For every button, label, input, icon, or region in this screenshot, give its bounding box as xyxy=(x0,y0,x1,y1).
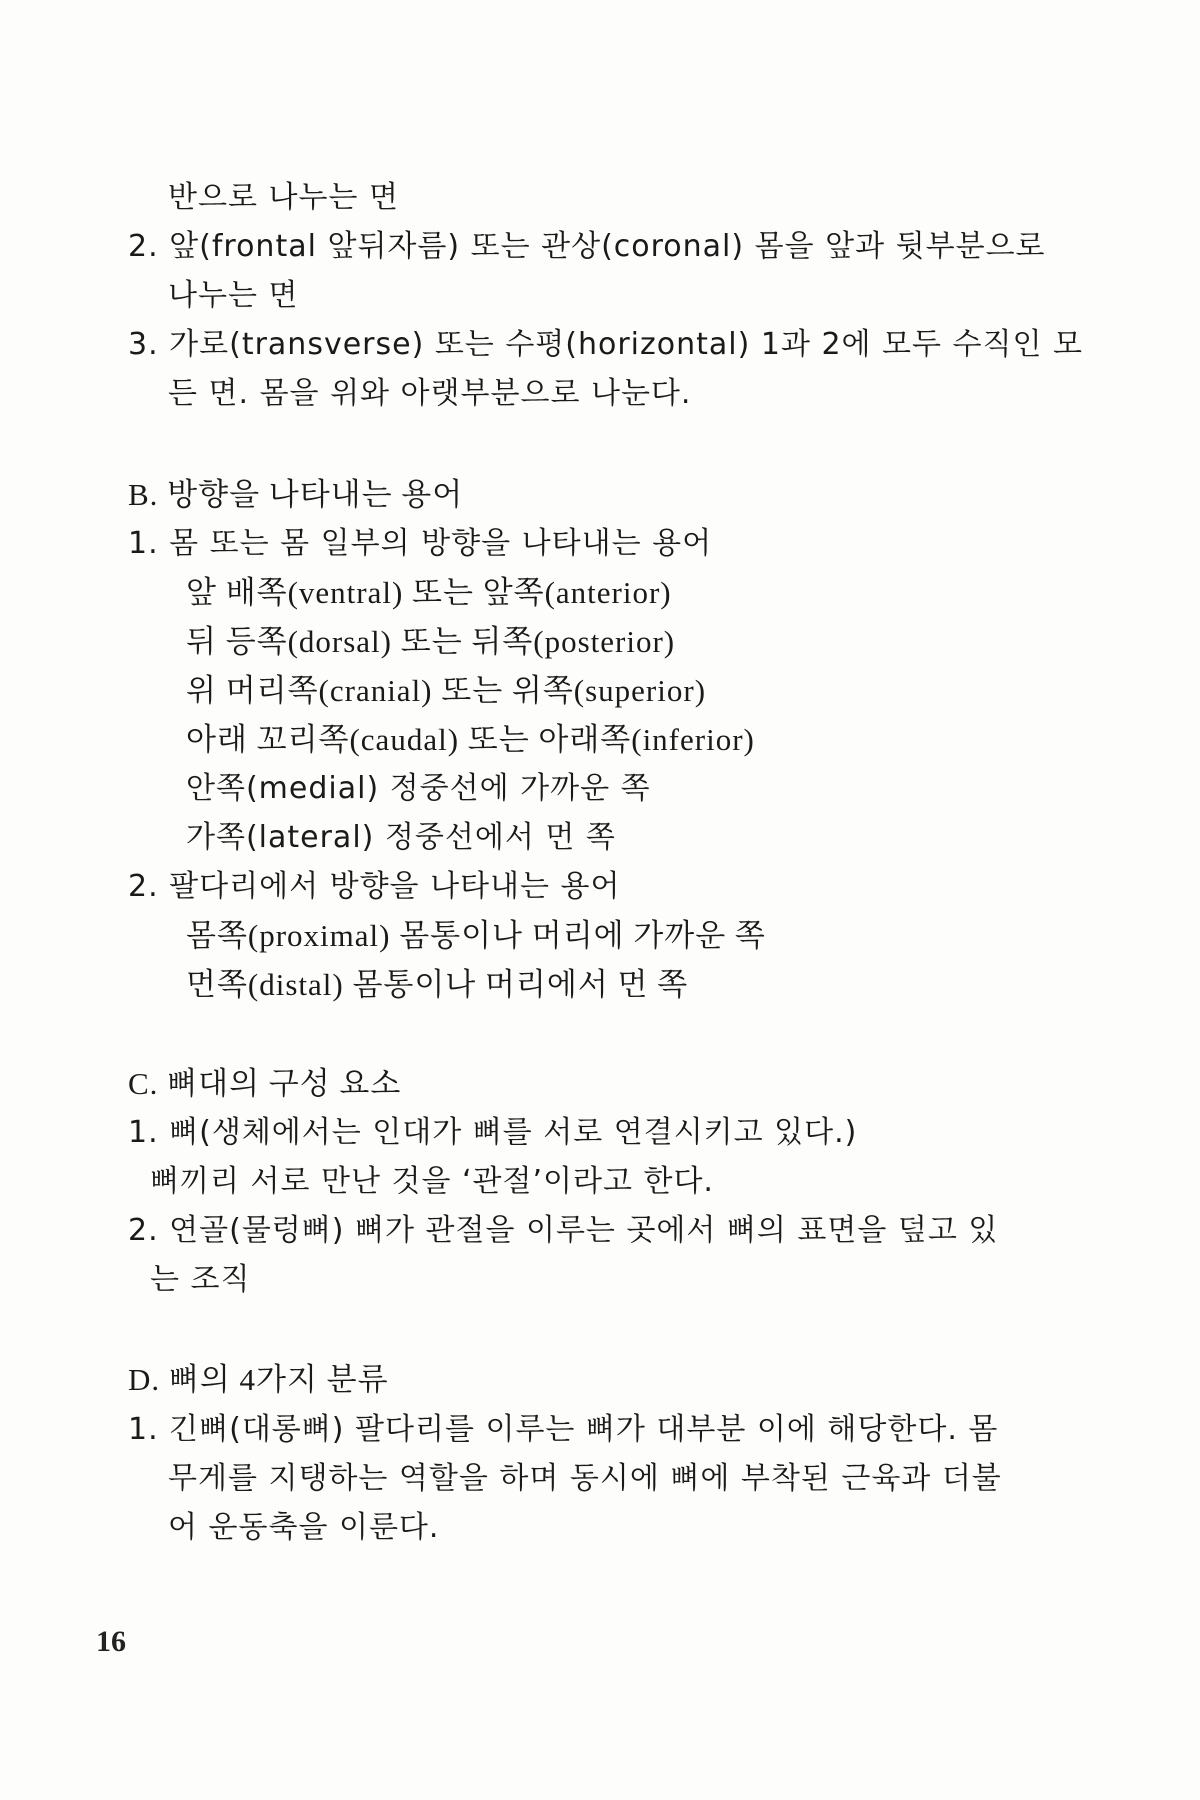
text-line: 뒤 등쪽(dorsal) 또는 뒤쪽(posterior) xyxy=(186,624,676,659)
text-line: 가쪽(lateral) 정중선에서 먼 쪽 xyxy=(186,820,616,855)
text-line: 몸쪽(proximal) 몸통이나 머리에 가까운 쪽 xyxy=(186,918,766,953)
text-line: 는 조직 xyxy=(150,1262,251,1297)
section-heading: D. 뼈의 4가지 분류 xyxy=(128,1362,389,1397)
text-line: 먼쪽(distal) 몸통이나 머리에서 먼 쪽 xyxy=(186,967,689,1002)
text-line: 뼈끼리 서로 만난 것을 ‘관절’이라고 한다. xyxy=(150,1164,714,1199)
text-line: 나누는 면 xyxy=(168,278,299,313)
text-line: 2. 연골(물렁뼈) 뼈가 관절을 이루는 곳에서 뼈의 표면을 덮고 있 xyxy=(128,1213,999,1248)
text-line: 앞 배쪽(ventral) 또는 앞쪽(anterior) xyxy=(186,575,672,610)
text-line: 아래 꼬리쪽(caudal) 또는 아래쪽(inferior) xyxy=(186,722,755,757)
text-line: 2. 앞(frontal 앞뒤자름) 또는 관상(coronal) 몸을 앞과 뒷부분으로 xyxy=(128,229,1046,264)
text-line: 1. 뼈(생체에서는 인대가 뼈를 서로 연결시키고 있다.) xyxy=(128,1115,858,1150)
text-line: 안쪽(medial) 정중선에 가까운 쪽 xyxy=(186,771,651,806)
page-number: 16 xyxy=(96,1625,126,1658)
text-line: 든 면. 몸을 위와 아랫부분으로 나눈다. xyxy=(168,376,692,411)
text-line: 위 머리쪽(cranial) 또는 위쪽(superior) xyxy=(186,673,707,708)
text-line: 1. 긴뼈(대롱뼈) 팔다리를 이루는 뼈가 대부분 이에 해당한다. 몸 xyxy=(128,1412,999,1447)
section-heading: B. 방향을 나타내는 용어 xyxy=(128,477,464,512)
section-heading: C. 뼈대의 구성 요소 xyxy=(128,1066,402,1101)
text-line: 2. 팔다리에서 방향을 나타내는 용어 xyxy=(128,869,621,904)
text-line: 1. 몸 또는 몸 일부의 방향을 나타내는 용어 xyxy=(128,526,713,561)
text-line: 3. 가로(transverse) 또는 수평(horizontal) 1과 2에 모두 수직인 모 xyxy=(128,327,1084,362)
text-line: 무게를 지탱하는 역할을 하며 동시에 뼈에 부착된 근육과 더불 xyxy=(168,1461,1002,1496)
text-line: 반으로 나누는 면 xyxy=(168,180,399,215)
text-line: 어 운동축을 이룬다. xyxy=(168,1510,440,1545)
